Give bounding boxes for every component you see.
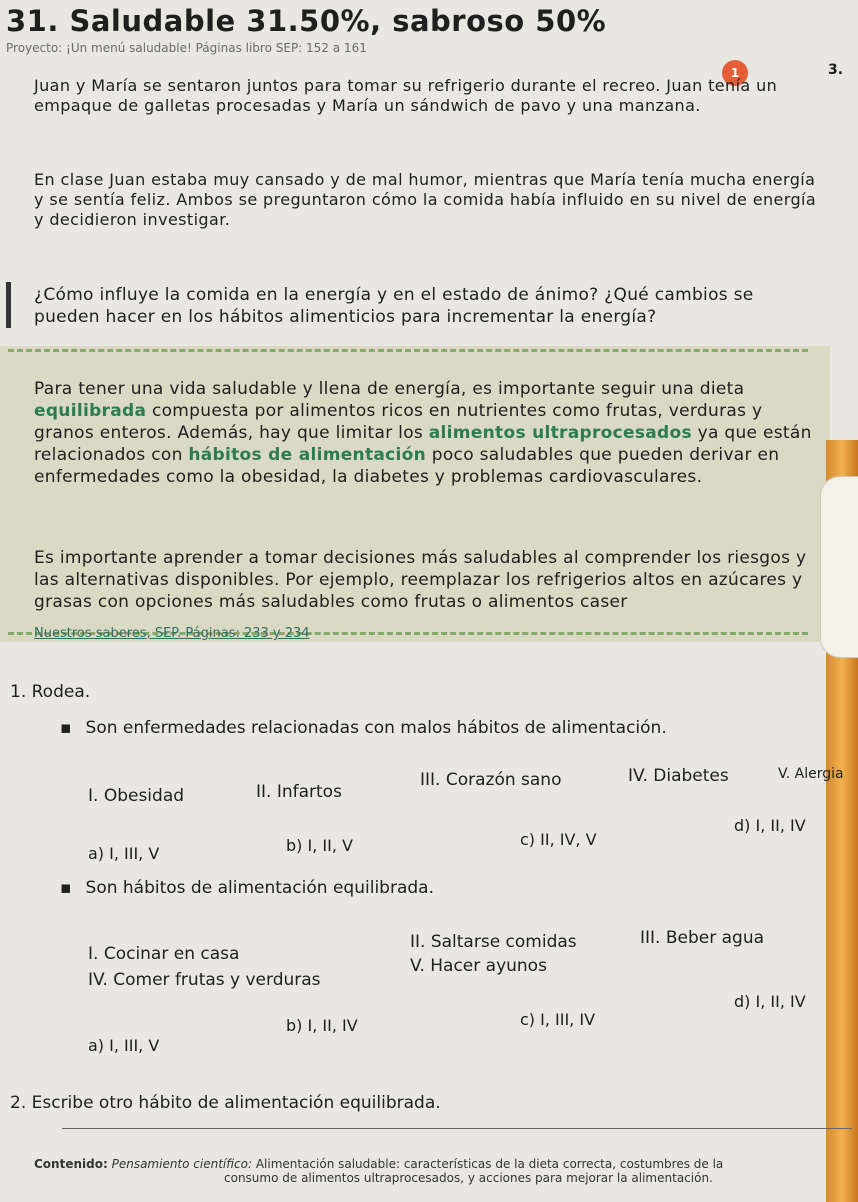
info-text: ya que están relacionados con (34, 423, 812, 465)
project-line: Proyecto: ¡Un menú saludable! Páginas libro SEP: 152 a 161 (6, 41, 367, 55)
guiding-question: ¿Cómo influye la comida en la energía y en el estado de ánimo? ¿Qué cambios se pueden hacer en los hábitos alimenticios para incrementar la energía? (34, 285, 754, 327)
worksheet-title: 31. Saludable 31.50%, sabroso 50% (6, 4, 607, 38)
q1-item: I. Obesidad (88, 786, 185, 806)
q2-prompt: ▪ Son hábitos de alimentación equilibrada. (60, 878, 434, 898)
info-text: Para tener una vida saludable y llena de energía, es importante seguir una dieta (34, 379, 745, 399)
footer-line-2: consumo de alimentos ultraprocesados, y acciones para mejorar la alimentación. (224, 1171, 713, 1185)
dashed-divider-top (8, 349, 808, 352)
info-paragraph-2: Es importante aprender a tomar decisiones más saludables al comprender los riesgos y las alternativas disponibles. Por ejemplo, reemplazar los refrigerios altos en azúcares y grasas con opciones más saludables como frutas o alimentos caser (34, 548, 807, 612)
q1-option-c[interactable]: c) II, IV, V (520, 830, 597, 849)
info-text: poco saludables que pueden derivar en enfermedades como la obesidad, la diabetes y problemas cardiovasculares. (34, 445, 780, 487)
eraser (820, 476, 858, 658)
answer-line[interactable] (62, 1128, 852, 1129)
q1-option-b[interactable]: b) I, II, V (286, 836, 353, 855)
page-number: 3. (828, 62, 844, 78)
footer-text: Alimentación saludable: características de la dieta correcta, costumbres de la (252, 1157, 724, 1171)
q2-item: I. Cocinar en casa (88, 944, 240, 964)
q2-item: IV. Comer frutas y verduras (88, 970, 321, 990)
q2-item: III. Beber agua (640, 928, 765, 948)
q2-option-d[interactable]: d) I, II, IV (734, 992, 806, 1011)
q1-option-d[interactable]: d) I, II, IV (734, 816, 806, 835)
info-paragraph-1 (34, 378, 824, 488)
exercise-1-heading: 1. Rodea. (10, 682, 91, 702)
question-marker (6, 282, 11, 328)
source-citation: Nuestros saberes, SEP. Páginas: 233 y 234 (34, 626, 310, 641)
q2-option-b[interactable]: b) I, II, IV (286, 1016, 358, 1035)
keyword-habitos: hábitos de alimentación (188, 445, 427, 465)
story-paragraph-2: En clase Juan estaba muy cansado y de mal humor, mientras que María tenía mucha energía y se sentía feliz. Ambos se preguntaron cómo la comida había influido en su nivel de energía y decidieron investigar. (34, 170, 817, 229)
q1-item: II. Infartos (256, 782, 342, 802)
q1-item: III. Corazón sano (420, 770, 562, 790)
step-badge: 1 (722, 60, 748, 86)
footer-label: Contenido: (34, 1157, 108, 1171)
q1-prompt: ▪ Son enfermedades relacionadas con malos hábitos de alimentación. (60, 718, 667, 738)
footer-italic: Pensamiento científico: (111, 1157, 252, 1171)
story-paragraph-1: Juan y María se sentaron juntos para tomar su refrigerio durante el recreo. Juan tenía un empaque de galletas procesadas y María un sándwich de pavo y una manzana. (34, 76, 778, 115)
q1-item: IV. Diabetes (628, 766, 729, 786)
q1-option-a[interactable]: a) I, III, V (88, 844, 160, 863)
q2-option-c[interactable]: c) I, III, IV (520, 1010, 596, 1029)
q2-option-a[interactable]: a) I, III, V (88, 1036, 160, 1055)
q1-item: V. Alergia (778, 766, 844, 782)
keyword-ultraprocesados: alimentos ultraprocesados (428, 423, 692, 443)
info-text: compuesta por alimentos ricos en nutrientes como frutas, verduras y granos enteros. Además, hay que limitar los (34, 401, 763, 443)
q2-item: V. Hacer ayunos (410, 956, 547, 976)
q2-item: II. Saltarse comidas (410, 932, 577, 952)
keyword-equilibrada: equilibrada (34, 401, 147, 421)
exercise-2-heading: 2. Escribe otro hábito de alimentación equilibrada. (10, 1093, 441, 1113)
content-footer (34, 1157, 854, 1185)
